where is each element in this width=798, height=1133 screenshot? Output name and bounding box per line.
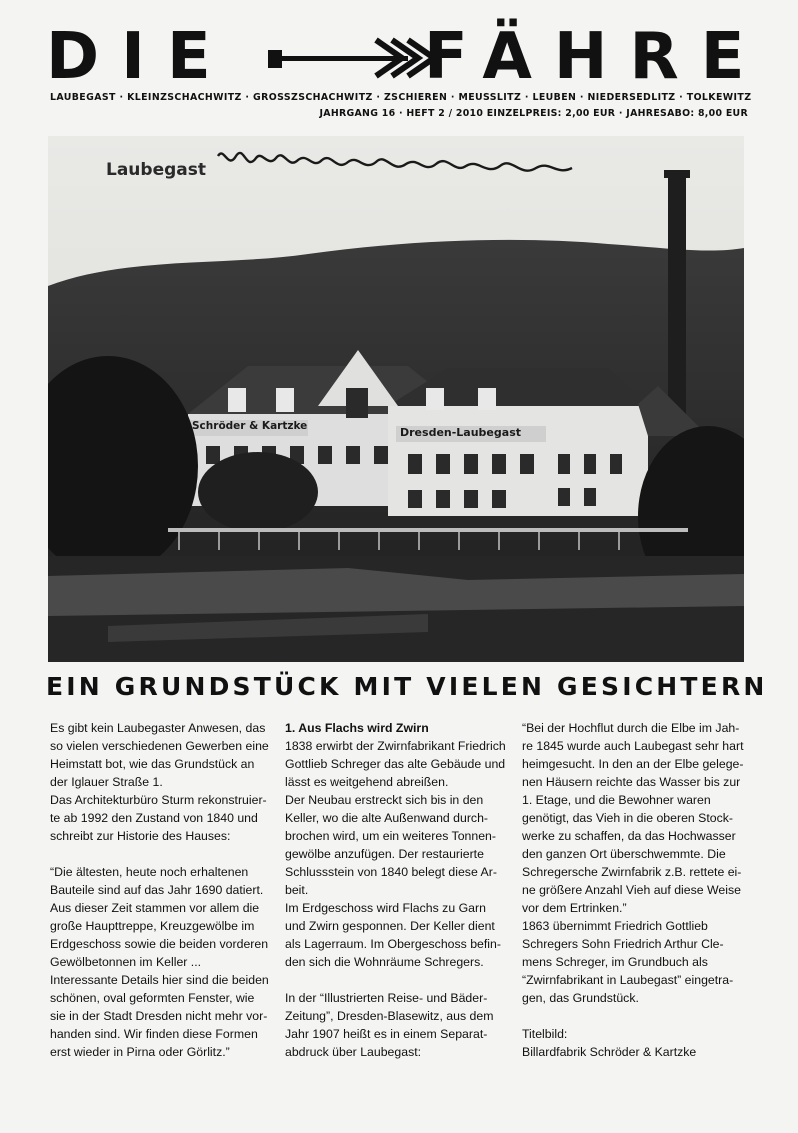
cover-photo <box>48 136 744 662</box>
masthead <box>46 20 767 94</box>
photo-sign-left: Schröder & Kartzke <box>192 420 308 432</box>
article-column-1 <box>50 719 272 1061</box>
article-column-3 <box>522 719 744 1061</box>
col1-paragraph-2: “Die ältesten, heute noch erhaltenen Bauteile sind auf das Jahr 1690 datiert. Aus dieser Zeit stammen vor allem die große Haupttreppe, Kreuzgewölbe im Erdgeschoss sowie die beiden vorderen Gewölbetonnen im Keller ... Interessante Details hier sind die beiden schönen, oval geformten Fenster, wie sie in der Stadt Dresden nicht mehr vor- handen sind. Wir finden diese Formen erst wieder in Pirna oder Görlitz.” <box>50 865 269 1059</box>
col1-paragraph-1: Es gibt kein Laubegaster Anwesen, das so vielen verschiedenen Gewerben eine Heimstatt bot, wie das Grundstück an der Iglauer Straße 1. Das Architekturbüro Sturm rekonstruier- te ab 1992 den Zustand von 1840 und schreibt zur Historie des Hauses: <box>50 721 269 843</box>
photo-caption-print: Laubegast <box>106 160 206 180</box>
article-column-2 <box>285 719 507 1061</box>
photo-sign-right: Dresden-Laubegast <box>400 426 521 439</box>
col2-paragraph-2: In der “Illustrierten Reise- und Bäder- Zeitung”, Dresden-Blasewitz, aus dem Jahr 1907 heißt es in einem Separat- abdruck über Laubegast: <box>285 991 494 1059</box>
masthead-title-right: FÄHRE <box>424 20 767 94</box>
towns-line: LAUBEGAST · KLEINZSCHACHWITZ · GROSSZSCHACHWITZ · ZSCHIEREN · MEUSSLITZ · LEUBEN · NIEDERSEDLITZ · TOLKEWITZ <box>50 92 752 103</box>
col3-paragraph-1: “Bei der Hochflut durch die Elbe im Jah- re 1845 wurde auch Laubegast sehr hart heimgesucht. In den an der Elbe gelege- nen Häusern reichte das Wasser bis zur 1. Etage, und die Bewohner waren genötigt, das Vieh in die oberen Stock- werke zu schaffen, da das Hochwasser den ganzen Ort überschwemmte. Die Schregersche Zwirnfabrik z.B. rettete ei- ne größere Anzahl Vieh auf diese Weise vor dem Ertrinken.” 1863 übernimmt Friedrich Gottlieb Schregers Sohn Friedrich Arthur Cle- mens Schreger, im Grundbuch als “Zwirnfabrikant in Laubegast” eingetra- gen, das Grundstück. <box>522 721 744 1005</box>
headline: EIN GRUNDSTÜCK MIT VIELEN GESICHTERN <box>46 672 768 701</box>
col2-subheading: 1. Aus Flachs wird Zwirn <box>285 721 429 735</box>
col3-paragraph-2: Titelbild: Billardfabrik Schröder & Kartzke <box>522 1027 697 1059</box>
postcard-illustration <box>48 136 744 662</box>
masthead-title-left: DIE <box>46 20 233 94</box>
ferry-arrow-icon <box>268 36 438 80</box>
col2-paragraph-1: 1838 erwirbt der Zwirnfabrikant Friedrich Gottlieb Schreger das alte Gebäude und lässt es weitgehend abreißen. Der Neubau erstreckt sich bis in den Keller, wo die alte Außenwand durch- brochen wird, um ein weiteres Tonnen- gewölbe anzufügen. Der restaurierte Schlussstein von 1840 belegt diese Ar- beit. Im Erdgeschoss wird Flachs zu Garn und Zwirn gesponnen. Der Keller dient als Lagerraum. Im Obergeschoss befin- den sich die Wohnräume Schregers. <box>285 739 506 969</box>
issue-info: JAHRGANG 16 · HEFT 2 / 2010 EINZELPREIS: 2,00 EUR · JAHRESABO: 8,00 EUR <box>319 108 748 119</box>
